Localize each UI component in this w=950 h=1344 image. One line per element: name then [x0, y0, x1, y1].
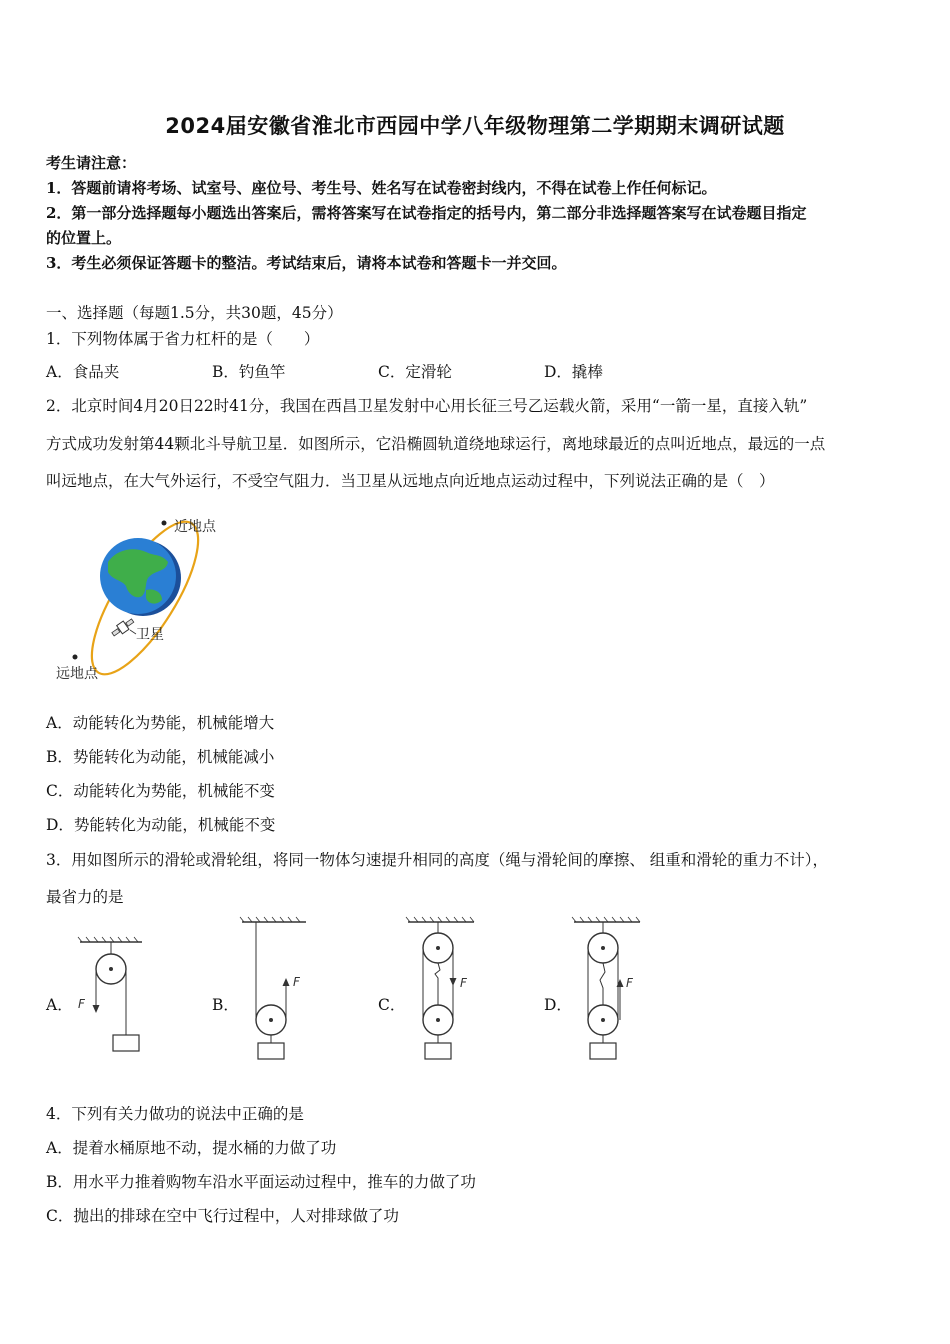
pulley-figure-a: [70, 935, 150, 1065]
q3-stem-line-2: 最省力的是: [46, 888, 124, 906]
q3-option-d-label: D．: [544, 996, 572, 1014]
q4-option-a: A．提着水桶原地不动，提水桶的力做了功: [46, 1139, 337, 1157]
q2-option-c: C．动能转化为势能，机械能不变: [46, 782, 275, 800]
perigee-dot: [162, 521, 167, 526]
force-label-b: F: [293, 975, 300, 989]
notice-item-3: 3．考生必须保证答题卡的整洁。考试结束后，请将本试卷和答题卡一并交回。: [46, 254, 567, 272]
q3-stem-line-1: 3．用如图所示的滑轮或滑轮组，将同一物体匀速提升相同的高度（绳与滑轮间的摩擦、 组重和滑轮的重力不计），: [46, 851, 829, 869]
pulley-figure-d: [568, 912, 648, 1067]
force-label-c: F: [460, 976, 467, 990]
apogee-dot: [73, 655, 78, 660]
q2-option-d: D．势能转化为动能，机械能不变: [46, 816, 276, 834]
q2-option-b: B．势能转化为动能，机械能减小: [46, 748, 275, 766]
q1-option-a: A．食品夹: [46, 363, 120, 381]
q2-stem-line-3: 叫远地点，在大气外运行，不受空气阻力．当卫星从远地点向近地点运动过程中，下列说法正确的是（ ）: [46, 472, 775, 490]
notice-item-1: 1．答题前请将考场、试室号、座位号、考生号、姓名写在试卷密封线内，不得在试卷上作任何标记。: [46, 179, 717, 197]
notice-item-2-line-2: 的位置上。: [46, 229, 122, 247]
force-label-a: F: [78, 997, 85, 1011]
notice-heading: 考生请注意：: [46, 154, 137, 172]
notice-item-2-line-1: 2．第一部分选择题每小题选出答案后，需将答案写在试卷指定的括号内，第二部分非选择题答案写在试卷题目指定: [46, 204, 807, 222]
section-heading: 一、选择题（每题1.5分，共30题，45分）: [46, 304, 343, 322]
satellite-icon: [110, 616, 135, 638]
orbit-figure: [50, 510, 250, 690]
q1-option-b: B．钓鱼竿: [212, 363, 286, 381]
q4-option-b: B．用水平力推着购物车沿水平面运动过程中，推车的力做了功: [46, 1173, 476, 1191]
q2-option-a: A．动能转化为势能，机械能增大: [46, 714, 275, 732]
q4-option-c: C．抛出的排球在空中飞行过程中，人对排球做了功: [46, 1207, 399, 1225]
page-title: 2024届安徽省淮北市西园中学八年级物理第二学期期末调研试题: [165, 114, 785, 138]
pulley-figure-c: [402, 912, 482, 1067]
q3-option-b-label: B．: [212, 996, 239, 1014]
q3-option-a-label: A．: [46, 996, 73, 1014]
force-label-d: F: [626, 976, 633, 990]
q1-stem: 1．下列物体属于省力杠杆的是（ ）: [46, 330, 320, 348]
apogee-label: 远地点: [56, 666, 98, 682]
satellite-label: 卫星: [136, 627, 164, 643]
q1-option-c: C．定滑轮: [378, 363, 452, 381]
q3-option-c-label: C．: [378, 996, 406, 1014]
q1-option-d: D．撬棒: [544, 363, 603, 381]
perigee-label: 近地点: [174, 519, 216, 535]
pulley-figure-b: [236, 912, 316, 1067]
q2-stem-line-2: 方式成功发射第44颗北斗导航卫星．如图所示，它沿椭圆轨道绕地球运行，离地球最近的点叫近地点，最远的一点: [46, 435, 826, 453]
q2-stem-line-1: 2．北京时间4月20日22时41分，我国在西昌卫星发射中心用长征三号乙运载火箭，采用“一箭一星，直接入轨”: [46, 397, 808, 415]
q4-stem: 4．下列有关力做功的说法中正确的是: [46, 1105, 304, 1123]
